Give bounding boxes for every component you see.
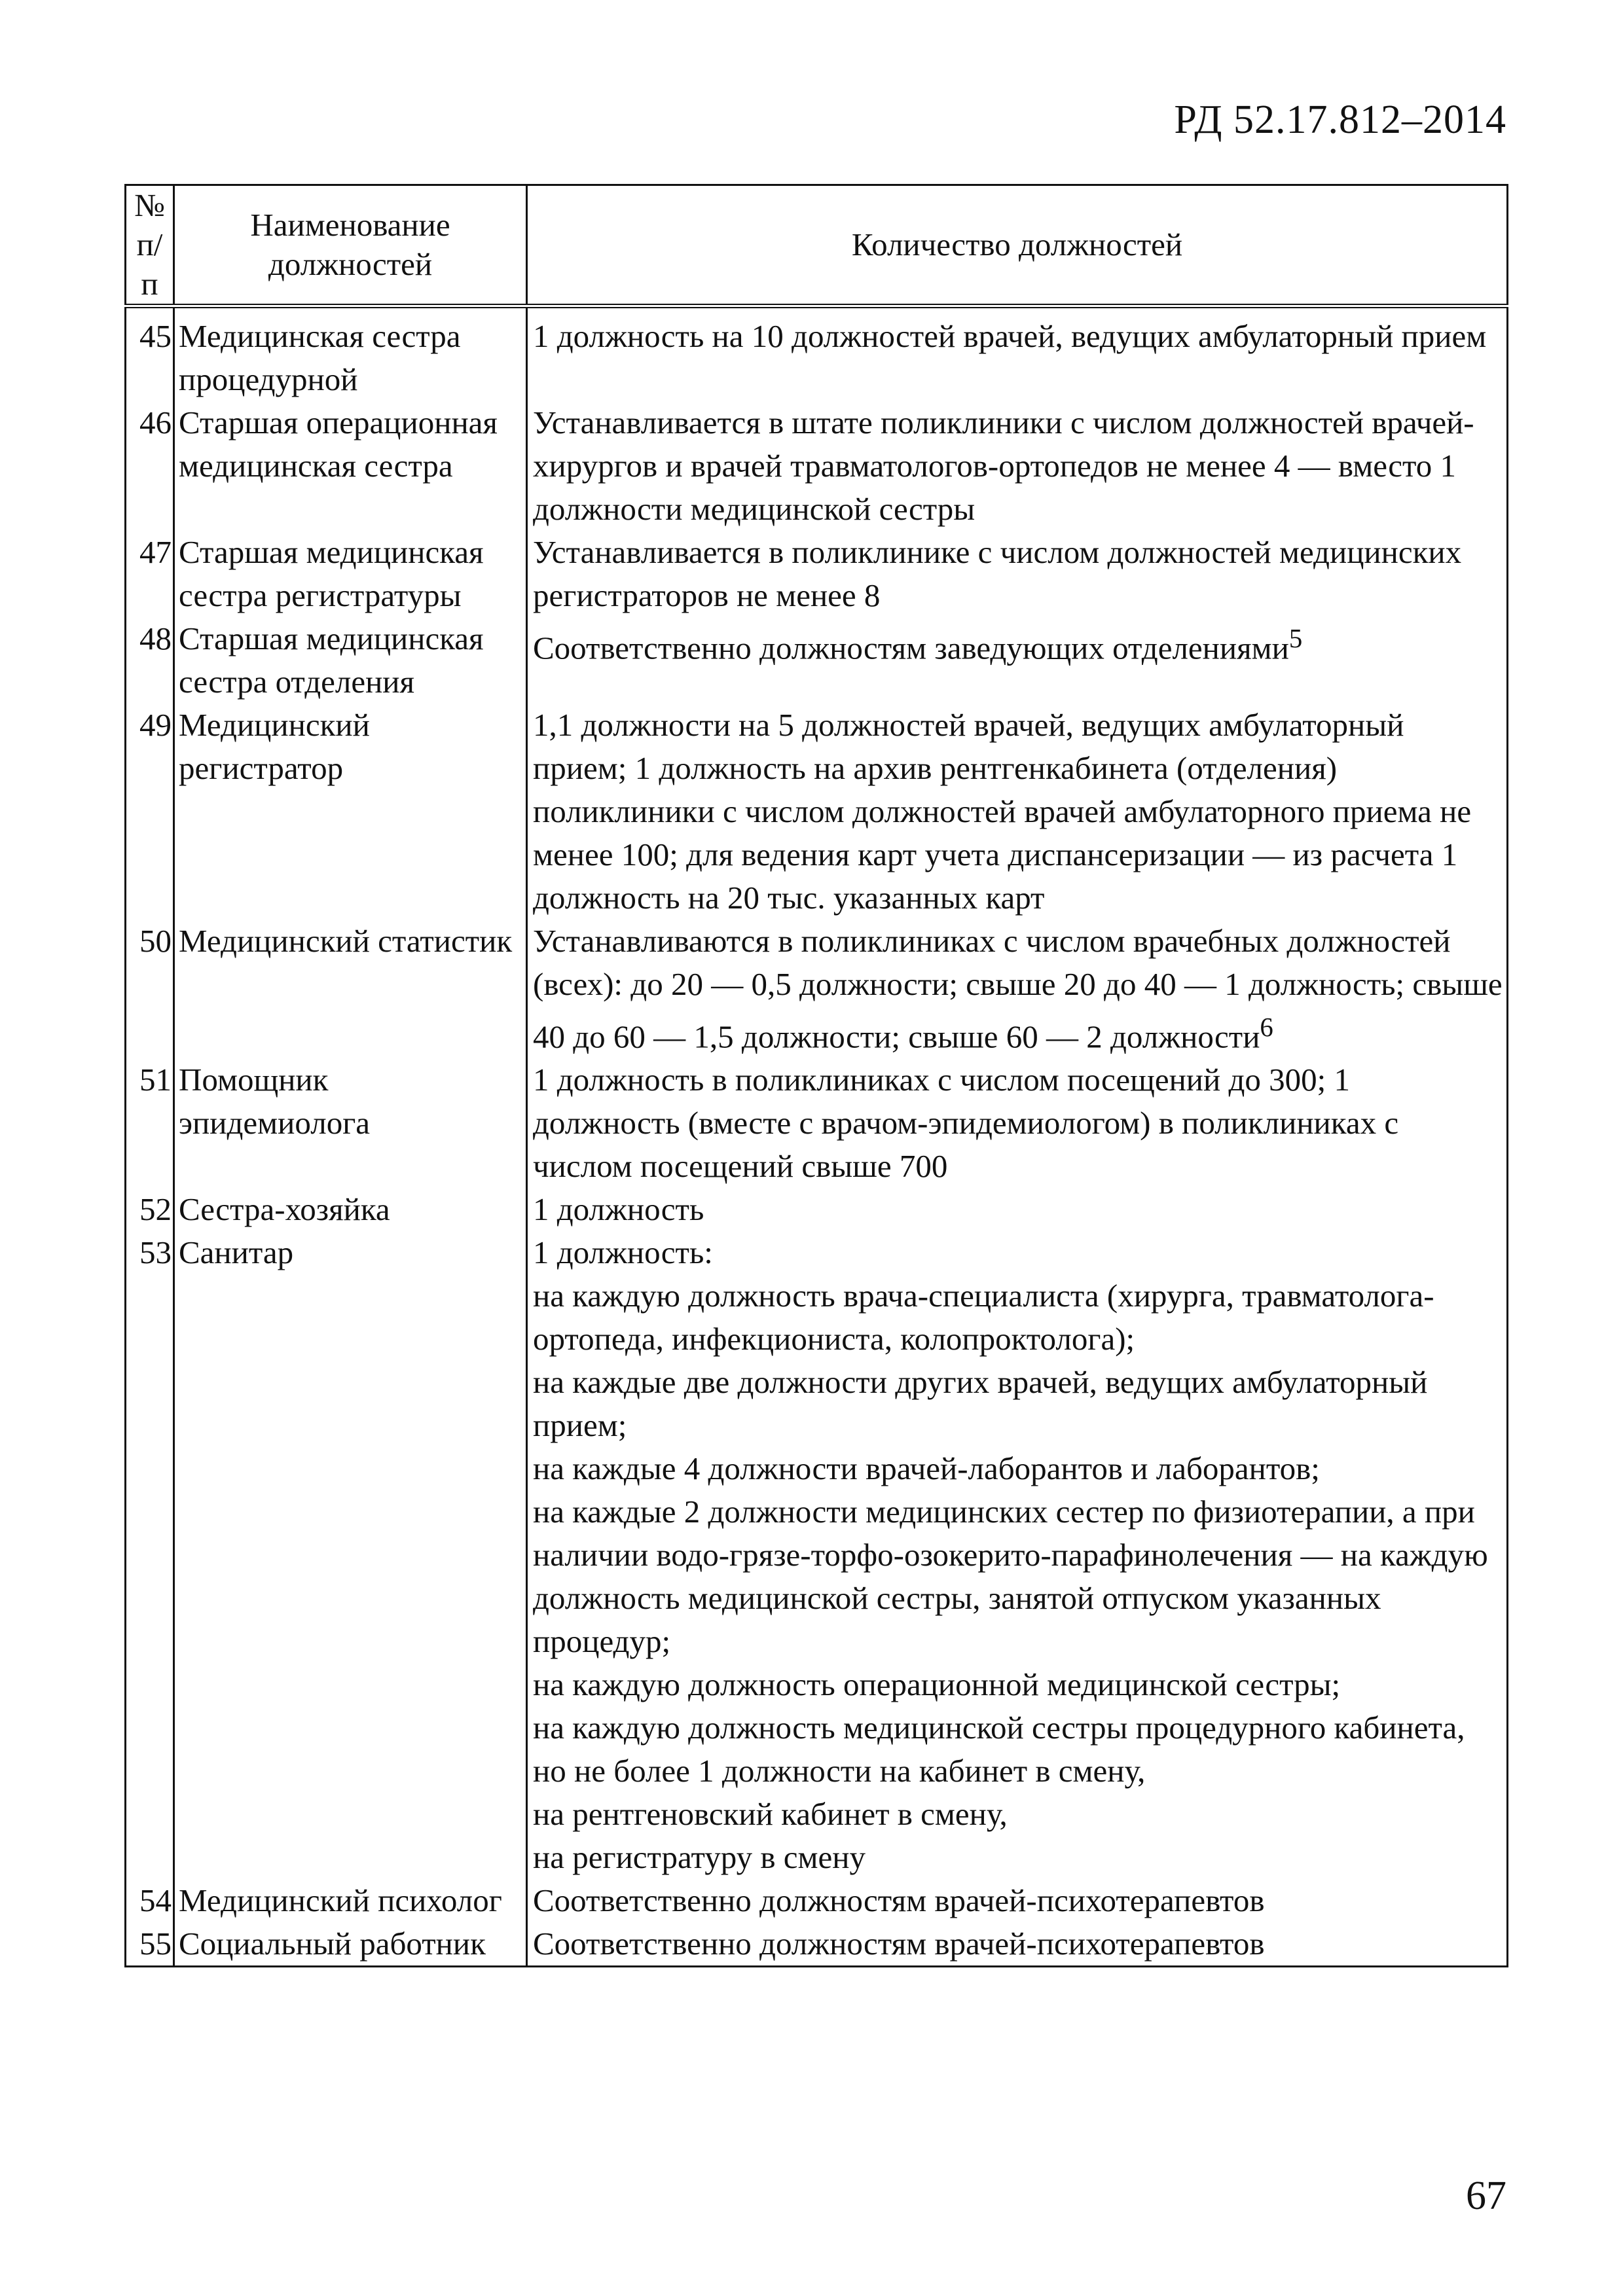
document-code: РД 52.17.812–2014 [1174,98,1506,142]
position-quantity: 1 должность [527,1188,1508,1231]
column-header-name: Наименование должностей [174,185,527,306]
position-quantity [527,1231,1508,1879]
row-number: 51 [126,1058,174,1188]
row-number: 49 [126,704,174,920]
row-number: 52 [126,1188,174,1231]
position-name: Медицинский психолог [174,1879,527,1922]
table-row [126,1922,1508,1967]
position-name: Медицинская сестра процедурной [174,306,527,402]
quantity-line: на каждые две должности других врачей, ведущих амбулаторный прием; [533,1364,1428,1444]
table-row [126,401,1508,531]
position-quantity: 1 должность в поликлиниках с числом посещений до 300; 1 должность (вместе с врачом-эпидемиологом) в поликлиниках с числом посещений свыше 700 [527,1058,1508,1188]
position-quantity: Устанавливается в поликлинике с числом должностей медицинских регистраторов не менее 8 [527,531,1508,617]
row-number: 45 [126,306,174,402]
position-name: Медицинский статистик [174,920,527,1058]
row-number: 46 [126,401,174,531]
position-name: Старшая медицинская сестра регистратуры [174,531,527,617]
quantity-text: Устанавливаются в поликлиниках с числом врачебных должностей (всех): до 20 — 0,5 должности; свыше 20 до 40 — 1 должность; свыше 40 до 60 — 1,5 должности; свыше 60 — 2 должности [533,923,1503,1055]
footnote-ref: 5 [1288,624,1303,653]
table-row [126,531,1508,617]
table-row [126,617,1508,704]
table-row [126,1058,1508,1188]
row-number: 48 [126,617,174,704]
position-quantity: 1,1 должности на 5 должностей врачей, ведущих амбулаторный прием; 1 должность на архив рентгенкабинета (отделения) поликлиники с числом должностей врачей амбулаторного приема не менее 100; для ведения карт учета диспансеризации — из расчета 1 должность на 20 тыс. указанных карт [527,704,1508,920]
column-header-number-line2: п/п [136,226,163,302]
quantity-line: на каждые 2 должности медицинских сестер по физиотерапии, а при наличии водо-грязе-торфо-озокерито-парафинолечения — на каждую должность медицинской сестры, занятой отпуском указанных процедур; [533,1494,1488,1660]
row-number: 53 [126,1231,174,1879]
table-row [126,920,1508,1058]
quantity-line: на каждую должность врача-специалиста (хирурга, травматолога-ортопеда, инфекциониста, колопроктолога); [533,1278,1434,1357]
column-header-number-line1: № [134,187,165,223]
position-quantity: 1 должность на 10 должностей врачей, ведущих амбулаторный прием [527,306,1508,402]
table-row [126,1188,1508,1231]
position-quantity [527,617,1508,704]
footnote-ref: 6 [1260,1013,1273,1042]
position-quantity: Устанавливается в штате поликлиники с числом должностей врачей-хирургов и врачей травматологов-ортопедов не менее 4 — вместо 1 должности медицинской сестры [527,401,1508,531]
position-name: Помощник эпидемиолога [174,1058,527,1188]
quantity-line: на рентгеновский кабинет в смену, [533,1796,1008,1833]
position-quantity: Соответственно должностям врачей-психотерапевтов [527,1879,1508,1922]
position-name: Социальный работник [174,1922,527,1967]
quantity-line: на регистратуру в смену [533,1839,866,1876]
quantity-line: на каждую должность операционной медицинской сестры; [533,1666,1341,1703]
quantity-line: на каждые 4 должности врачей-лаборантов и лаборантов; [533,1450,1320,1487]
position-name: Медицинский регистратор [174,704,527,920]
position-name: Старшая медицинская сестра отделения [174,617,527,704]
position-name: Санитар [174,1231,527,1879]
row-number: 54 [126,1879,174,1922]
page-number: 67 [1466,2174,1506,2218]
position-quantity [527,920,1508,1058]
quantity-line: на каждую должность медицинской сестры процедурного кабинета, но не более 1 должности на кабинет в смену, [533,1710,1465,1789]
column-header-number [126,185,174,306]
row-number: 55 [126,1922,174,1967]
table-row [126,704,1508,920]
column-header-quantity: Количество должностей [527,185,1508,306]
table-row [126,1879,1508,1922]
position-name: Старшая операционная медицинская сестра [174,401,527,531]
position-name: Сестра-хозяйка [174,1188,527,1231]
table-row [126,1231,1508,1879]
table-row [126,306,1508,402]
quantity-text: Соответственно должностям заведующих отделениями [533,630,1289,666]
row-number: 50 [126,920,174,1058]
table-header-row [126,185,1508,306]
row-number: 47 [126,531,174,617]
quantity-line: 1 должность: [533,1234,713,1271]
position-quantity: Соответственно должностям врачей-психотерапевтов [527,1922,1508,1967]
staff-table [124,184,1508,1967]
